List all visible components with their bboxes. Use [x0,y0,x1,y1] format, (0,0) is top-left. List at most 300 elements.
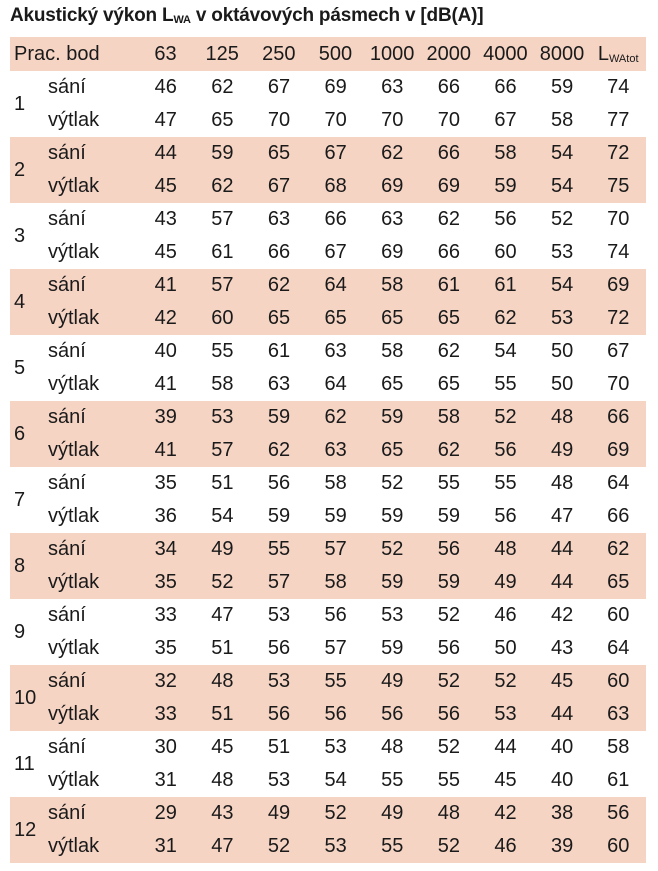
side-label: výtlak [48,439,100,461]
header-band: 1000 [369,42,415,65]
band-value: 43 [154,208,177,230]
table-row [10,401,646,434]
side-label: sání [48,274,86,296]
band-value: 58 [324,472,347,494]
total-value: 69 [607,274,630,296]
band-value: 52 [437,604,460,626]
band-value: 58 [494,142,517,164]
table-row [10,533,646,566]
band-value: 41 [154,439,177,461]
band-value: 62 [437,340,460,362]
table-row [10,137,646,170]
band-value: 63 [324,340,347,362]
side-label: výtlak [48,109,100,131]
work-point-number: 2 [14,158,26,181]
band-value: 67 [494,109,517,131]
band-value: 52 [494,406,517,428]
band-value: 62 [381,142,404,164]
side-label: sání [48,670,86,692]
header-band: 500 [318,42,353,65]
band-value: 62 [437,208,460,230]
side-label: výtlak [48,703,100,725]
work-point-group [10,401,646,467]
band-value: 38 [550,802,574,824]
band-value: 47 [550,505,574,527]
band-value: 56 [267,703,291,725]
band-value: 59 [211,142,234,164]
side-label: výtlak [48,769,100,791]
band-value: 62 [494,307,517,329]
table-row [10,764,646,797]
band-value: 44 [550,538,574,560]
band-value: 63 [381,208,404,230]
table-row [10,269,646,302]
total-value: 70 [607,208,630,230]
band-value: 52 [437,736,460,758]
band-value: 49 [550,439,574,461]
table-row [10,71,646,104]
band-value: 65 [437,373,460,395]
band-value: 56 [437,703,460,725]
work-point-group [10,269,646,335]
total-value: 75 [607,175,630,197]
band-value: 55 [381,835,404,857]
side-label: výtlak [48,175,100,197]
band-value: 34 [154,538,177,560]
total-value: 66 [607,505,630,527]
total-value: 74 [607,76,630,98]
band-value: 59 [437,571,460,593]
band-value: 59 [381,571,404,593]
band-value: 54 [324,769,347,791]
work-point-number: 8 [14,554,26,577]
table-row [10,599,646,632]
band-value: 40 [550,769,574,791]
band-value: 59 [437,505,460,527]
total-value: 67 [607,340,630,362]
band-value: 52 [381,538,404,560]
band-value: 43 [550,637,574,659]
work-point-number: 4 [14,290,26,313]
title-suffix: v oktávových pásmech v [dB(A)] [190,5,484,26]
band-value: 41 [154,274,177,296]
band-value: 68 [324,175,347,197]
header-total [590,43,646,66]
band-value: 62 [267,274,291,296]
band-value: 66 [267,241,291,263]
band-value: 56 [381,703,404,725]
side-label: sání [48,604,86,626]
band-value: 39 [550,835,574,857]
band-value: 35 [154,472,177,494]
total-value: 72 [607,307,630,329]
band-value: 66 [324,208,347,230]
band-value: 32 [154,670,177,692]
table-row [10,698,646,731]
band-value: 45 [154,241,177,263]
band-value: 57 [324,637,347,659]
total-value: 70 [607,373,630,395]
band-value: 56 [324,703,347,725]
band-value: 42 [550,604,574,626]
table-row [10,368,646,401]
work-point-number: 1 [14,92,26,115]
acoustic-power-table [10,37,646,863]
header-total-sub: WAtot [608,52,639,65]
band-value: 51 [267,736,291,758]
band-value: 57 [211,274,234,296]
band-value: 55 [381,769,404,791]
band-value: 65 [381,439,404,461]
band-value: 69 [324,76,347,98]
band-value: 65 [324,307,347,329]
band-value: 60 [211,307,234,329]
band-value: 59 [494,175,517,197]
band-value: 51 [211,472,234,494]
band-value: 53 [550,241,574,263]
total-value: 74 [607,241,630,263]
total-value: 69 [607,439,630,461]
band-value: 61 [437,274,460,296]
work-point-group [10,599,646,665]
header-band: 8000 [539,42,585,65]
band-value: 53 [324,835,347,857]
band-value: 59 [324,505,347,527]
band-value: 52 [324,802,347,824]
side-label: výtlak [48,307,100,329]
band-value: 66 [437,241,460,263]
side-label: sání [48,538,86,560]
work-point-group [10,203,646,269]
band-value: 63 [267,373,291,395]
band-value: 56 [324,604,347,626]
band-value: 66 [437,142,460,164]
total-value: 60 [607,835,630,857]
band-value: 59 [550,76,574,98]
band-value: 63 [267,208,291,230]
header-total-main: L [597,42,609,65]
band-value: 56 [267,637,291,659]
band-value: 51 [211,637,234,659]
band-value: 53 [381,604,404,626]
band-value: 33 [154,703,177,725]
band-value: 43 [211,802,234,824]
table-row [10,104,646,137]
work-point-number: 5 [14,356,26,379]
band-value: 67 [267,76,291,98]
work-point-group [10,467,646,533]
work-point-number: 10 [14,686,37,709]
side-label: výtlak [48,505,100,527]
band-value: 62 [211,76,234,98]
band-value: 58 [550,109,574,131]
side-label: sání [48,76,86,98]
band-value: 52 [381,472,404,494]
band-value: 54 [550,175,574,197]
work-point-group [10,665,646,731]
band-value: 59 [381,406,404,428]
band-value: 54 [211,505,234,527]
total-value: 77 [607,109,630,131]
band-value: 48 [550,406,574,428]
side-label: výtlak [48,637,100,659]
band-value: 59 [381,637,404,659]
work-point-number: 7 [14,488,26,511]
band-value: 49 [381,802,404,824]
side-label: výtlak [48,241,100,263]
side-label: sání [48,208,86,230]
band-value: 44 [550,571,574,593]
band-value: 52 [437,835,460,857]
band-value: 40 [154,340,177,362]
work-point-number: 6 [14,422,26,445]
band-value: 65 [381,307,404,329]
table-row [10,434,646,467]
band-value: 67 [267,175,291,197]
band-value: 67 [324,241,347,263]
total-value: 64 [607,472,630,494]
band-value: 44 [494,736,517,758]
table-body [10,71,646,863]
band-value: 56 [494,208,517,230]
band-value: 48 [550,472,574,494]
band-value: 47 [211,835,234,857]
band-value: 29 [154,802,177,824]
total-value: 66 [607,406,630,428]
band-value: 48 [211,670,234,692]
band-value: 49 [494,571,517,593]
band-value: 55 [267,538,291,560]
header-band: 2000 [426,42,471,65]
band-value: 40 [550,736,574,758]
band-value: 58 [211,373,234,395]
work-point-group [10,335,646,401]
side-label: sání [48,736,86,758]
band-value: 48 [211,769,234,791]
band-value: 44 [550,703,574,725]
band-value: 42 [154,307,177,329]
band-value: 56 [437,637,460,659]
band-value: 56 [494,439,517,461]
band-value: 61 [494,274,517,296]
band-value: 31 [154,835,177,857]
band-value: 66 [437,76,460,98]
table-row [10,665,646,698]
band-value: 54 [550,274,574,296]
band-value: 53 [267,769,291,791]
table-row [10,203,646,236]
band-value: 50 [550,340,574,362]
band-value: 50 [550,373,574,395]
band-value: 31 [154,769,177,791]
band-value: 49 [267,802,291,824]
band-value: 63 [381,76,404,98]
band-value: 46 [494,604,517,626]
band-value: 52 [437,670,460,692]
band-value: 70 [324,109,347,131]
table-row [10,467,646,500]
band-value: 62 [324,406,347,428]
band-value: 35 [154,637,177,659]
band-value: 49 [381,670,404,692]
band-value: 55 [494,472,517,494]
side-label: sání [48,406,86,428]
band-value: 64 [324,274,347,296]
table-row [10,830,646,863]
band-value: 65 [381,373,404,395]
band-value: 55 [437,472,460,494]
band-value: 69 [381,241,404,263]
work-point-group [10,533,646,599]
band-value: 66 [494,76,517,98]
total-value: 72 [607,142,630,164]
total-value: 60 [607,604,630,626]
band-value: 58 [437,406,460,428]
band-value: 52 [267,835,291,857]
band-value: 62 [211,175,234,197]
work-point-number: 3 [14,224,26,247]
band-value: 62 [267,439,291,461]
total-value: 56 [607,802,630,824]
band-value: 59 [267,505,291,527]
band-value: 70 [437,109,460,131]
table-row [10,632,646,665]
band-value: 30 [154,736,177,758]
total-value: 62 [607,538,630,560]
band-value: 48 [437,802,460,824]
band-value: 51 [211,703,234,725]
total-value: 65 [607,571,630,593]
band-value: 52 [550,208,574,230]
side-label: sání [48,802,86,824]
band-value: 62 [437,439,460,461]
band-value: 35 [154,571,177,593]
band-value: 39 [154,406,177,428]
table-row [10,335,646,368]
band-value: 42 [494,802,517,824]
total-value: 61 [607,769,630,791]
band-value: 48 [494,538,517,560]
title-prefix: Akustický výkon L [10,5,174,26]
band-value: 67 [324,142,347,164]
band-value: 56 [437,538,460,560]
band-value: 53 [550,307,574,329]
band-value: 55 [211,340,234,362]
band-value: 65 [211,109,234,131]
work-point-group [10,797,646,863]
band-value: 52 [211,571,234,593]
band-value: 55 [437,769,460,791]
band-value: 56 [267,472,291,494]
side-label: výtlak [48,835,100,857]
table-row [10,731,646,764]
band-value: 65 [437,307,460,329]
side-label: výtlak [48,571,100,593]
band-value: 49 [211,538,234,560]
header-band: 63 [154,42,177,65]
table-row [10,236,646,269]
band-value: 70 [267,109,291,131]
work-point-number: 11 [14,752,35,775]
band-value: 64 [324,373,347,395]
band-value: 61 [211,241,234,263]
band-value: 55 [494,373,517,395]
band-value: 63 [324,439,347,461]
band-value: 56 [494,505,517,527]
total-value: 58 [607,736,630,758]
header-work-point: Prac. bod [14,42,100,65]
band-value: 54 [494,340,517,362]
table-row [10,566,646,599]
band-value: 69 [381,175,404,197]
header-band: 250 [262,42,296,65]
band-value: 70 [381,109,404,131]
band-value: 69 [437,175,460,197]
band-value: 47 [211,604,234,626]
band-value: 36 [154,505,177,527]
work-point-group [10,137,646,203]
table-row [10,500,646,533]
side-label: sání [48,142,86,164]
table-title [10,5,483,27]
band-value: 45 [494,769,517,791]
header-band: 4000 [483,42,528,65]
total-value: 63 [607,703,630,725]
band-value: 44 [154,142,177,164]
band-value: 58 [324,571,347,593]
band-value: 46 [154,76,177,98]
side-label: sání [48,472,86,494]
band-value: 57 [211,208,234,230]
band-value: 33 [154,604,177,626]
title-subscript: WA [173,14,191,26]
table-row [10,797,646,830]
band-value: 57 [267,571,291,593]
band-value: 65 [267,142,291,164]
band-value: 60 [494,241,517,263]
band-value: 48 [381,736,404,758]
band-value: 58 [381,340,404,362]
band-value: 53 [494,703,517,725]
band-value: 65 [267,307,291,329]
band-value: 54 [550,142,574,164]
band-value: 45 [211,736,234,758]
band-value: 41 [154,373,177,395]
band-value: 57 [324,538,347,560]
band-value: 58 [381,274,404,296]
table-row [10,170,646,203]
total-value: 64 [607,637,630,659]
work-point-number: 12 [14,818,37,841]
band-value: 46 [494,835,517,857]
band-value: 53 [267,604,291,626]
band-value: 50 [494,637,517,659]
total-value: 60 [607,670,630,692]
band-value: 53 [211,406,234,428]
work-point-number: 9 [14,620,26,643]
band-value: 53 [324,736,347,758]
band-value: 57 [211,439,234,461]
band-value: 59 [381,505,404,527]
band-value: 45 [154,175,177,197]
table-row [10,302,646,335]
side-label: sání [48,340,86,362]
side-label: výtlak [48,373,100,395]
band-value: 45 [550,670,574,692]
header-row [10,37,646,71]
band-value: 52 [494,670,517,692]
band-value: 53 [267,670,291,692]
